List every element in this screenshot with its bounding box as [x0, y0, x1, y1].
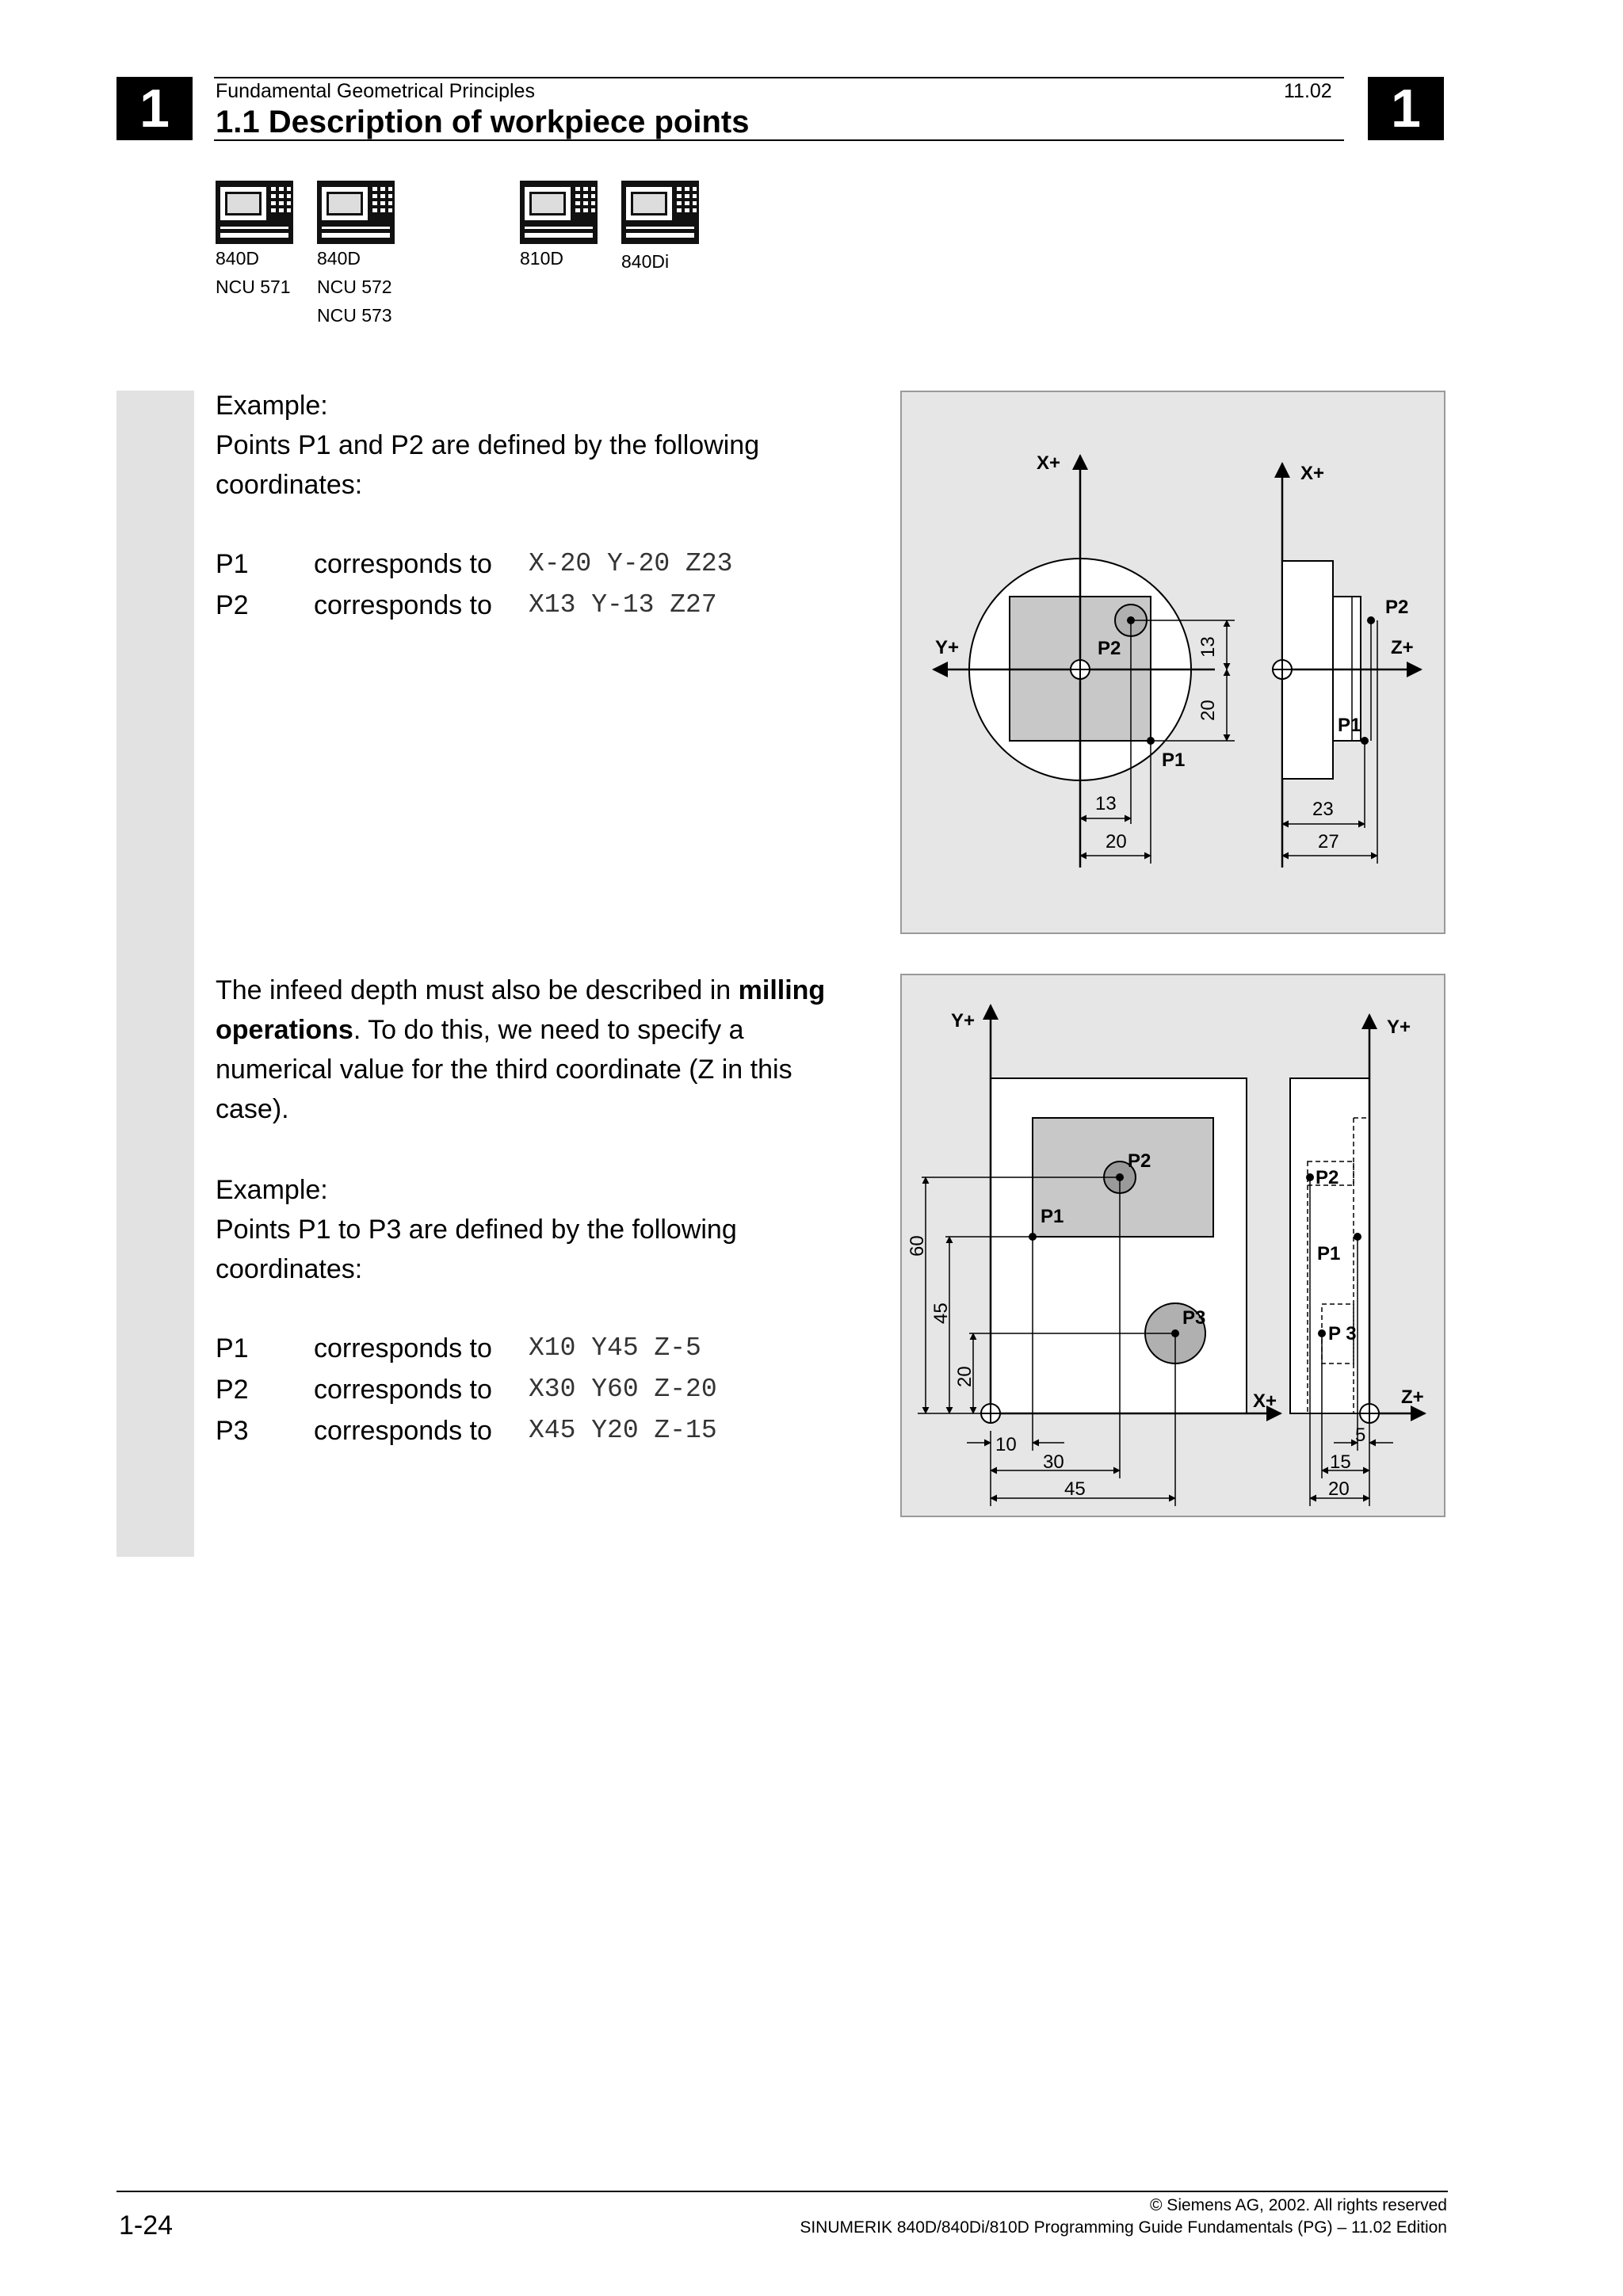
chapter-number-right: 1: [1368, 77, 1444, 140]
control-label-3: [520, 244, 563, 273]
control-label-3-line1: 810D: [520, 248, 563, 269]
coord-value: X-20 Y-20 Z23: [529, 549, 733, 578]
fig2-dim-60: 60: [907, 1235, 928, 1257]
section2-example-line3: coordinates:: [216, 1254, 363, 1284]
control-panel-icon-840d-571: [216, 181, 293, 244]
section2-example-line1: Example:: [216, 1175, 328, 1205]
figure-turning-points-svg: [902, 392, 1444, 933]
control-panel-icon-840di: [621, 181, 699, 244]
section2-para-pre: The infeed depth must also be described in: [216, 975, 739, 1005]
margin-bar: [116, 391, 194, 1557]
fig2-dim-z5: 5: [1355, 1425, 1366, 1446]
coord-label: corresponds to: [314, 1333, 492, 1363]
coord-label: corresponds to: [314, 1375, 492, 1405]
fig2-dim-45: 45: [930, 1302, 952, 1324]
coord-label: corresponds to: [314, 590, 492, 620]
fig2-label-yplus-left: Y+: [951, 1010, 976, 1032]
coord-label: corresponds to: [314, 1416, 492, 1446]
coord-point: P2: [216, 590, 249, 620]
section2-coord-row-p3: [216, 1411, 929, 1451]
fig1-dim-v13: 13: [1197, 636, 1219, 658]
control-label-2: [317, 244, 392, 330]
control-label-4: [621, 247, 669, 276]
coord-label: corresponds to: [314, 549, 492, 579]
fig2-label-p1: P1: [1041, 1206, 1064, 1227]
section2-example-line2: Points P1 to P3 are defined by the following: [216, 1215, 737, 1245]
control-label-4-line1: 840Di: [621, 251, 670, 272]
section2-para-line1: [216, 971, 825, 1010]
fig2-label-p3: P3: [1182, 1307, 1206, 1329]
fig1-label-zplus: Z+: [1391, 637, 1414, 658]
section1-intro-line3: coordinates:: [216, 470, 363, 500]
fig1-dim-v20: 20: [1197, 700, 1219, 721]
footer-rule: [116, 2191, 1448, 2192]
figure-turning-points: [900, 391, 1445, 934]
figure-milling-points-svg: [902, 975, 1444, 1516]
fig2-label-zplus: Z+: [1401, 1386, 1424, 1408]
fig2-dim-h30: 30: [1043, 1451, 1064, 1473]
fig1-label-p1-side: P1: [1338, 715, 1361, 736]
fig1-dim-h20: 20: [1106, 831, 1127, 852]
figure-milling-points: [900, 974, 1445, 1517]
header-subtitle: Fundamental Geometrical Principles: [216, 80, 535, 102]
coord-point: P1: [216, 549, 249, 579]
section1-coord-row-p1: [216, 544, 929, 584]
fig1-label-xplus-right: X+: [1300, 463, 1325, 484]
section1-intro: [216, 386, 759, 505]
control-panel-icon-840d-572: [317, 181, 395, 244]
coord-value: X10 Y45 Z-5: [529, 1333, 701, 1363]
section2-para-line2-rest: . To do this, we need to specify a: [353, 1015, 744, 1045]
fig1-dim-h13: 13: [1095, 793, 1117, 814]
section2-coord-row-p2: [216, 1370, 929, 1409]
fig1-label-yplus: Y+: [935, 637, 960, 658]
header-version: 11.02: [1284, 80, 1332, 102]
fig2-label-p2: P2: [1128, 1150, 1151, 1172]
section2-para-line2: [216, 1010, 825, 1050]
section2-coord-row-p1: [216, 1329, 929, 1368]
control-label-2-line2: NCU 572: [317, 277, 392, 297]
section2-paragraph: [216, 971, 825, 1129]
footer-copyright: © Siemens AG, 2002. All rights reserved: [1150, 2196, 1447, 2214]
section1-intro-line2: Points P1 and P2 are defined by the following: [216, 430, 760, 460]
chapter-number-left: 1: [116, 77, 193, 140]
control-label-1-line2: NCU 571: [216, 277, 291, 297]
fig1-label-p2-side: P2: [1385, 597, 1409, 618]
fig2-dim-z15: 15: [1330, 1451, 1351, 1473]
header-rule-bottom: [214, 139, 1344, 141]
fig1-label-p2: P2: [1098, 638, 1121, 659]
fig1-dim-z23: 23: [1312, 799, 1334, 820]
section2-example: [216, 1170, 737, 1289]
control-label-1-line1: 840D: [216, 248, 259, 269]
control-label-2-line1: 840D: [317, 248, 361, 269]
page-number: 1-24: [119, 2210, 174, 2241]
section2-para-line2-bold: operations: [216, 1015, 353, 1045]
fig2-dim-20: 20: [954, 1366, 976, 1387]
section1-intro-line1: Example:: [216, 391, 328, 421]
fig1-label-p1: P1: [1162, 749, 1186, 771]
fig2-dim-z20: 20: [1328, 1478, 1350, 1500]
coord-point: P3: [216, 1416, 249, 1446]
control-label-1: [216, 244, 291, 301]
coord-point: P2: [216, 1375, 249, 1405]
section1-coord-row-p2: [216, 585, 929, 625]
fig2-label-yplus-right: Y+: [1387, 1016, 1411, 1038]
fig2-label-xplus: X+: [1253, 1390, 1277, 1412]
fig2-label-p1-side: P1: [1317, 1243, 1341, 1264]
coord-value: X30 Y60 Z-20: [529, 1375, 717, 1404]
header-rule-top: [214, 77, 1344, 78]
control-label-2-line3: NCU 573: [317, 305, 392, 326]
fig2-dim-h45: 45: [1064, 1478, 1086, 1500]
section2-para-bold: milling: [738, 975, 826, 1005]
fig1-dim-z27: 27: [1318, 831, 1339, 852]
fig1-label-xplus-left: X+: [1037, 452, 1061, 474]
footer-document-title: SINUMERIK 840D/840Di/810D Programming Guide Fundamentals (PG) – 11.02 Edition: [800, 2218, 1447, 2237]
section2-para-line3: numerical value for the third coordinate (Z in this: [216, 1055, 792, 1085]
control-panel-icon-810d: [520, 181, 598, 244]
fig2-label-p3-side: P 3: [1328, 1323, 1357, 1344]
page-title: 1.1 Description of workpiece points: [216, 105, 750, 139]
fig2-dim-h10: 10: [995, 1434, 1017, 1455]
fig2-label-p2-side: P2: [1316, 1167, 1339, 1188]
coord-point: P1: [216, 1333, 249, 1363]
coord-value: X45 Y20 Z-15: [529, 1416, 717, 1445]
coord-value: X13 Y-13 Z27: [529, 590, 717, 620]
section2-para-line4: case).: [216, 1094, 289, 1124]
